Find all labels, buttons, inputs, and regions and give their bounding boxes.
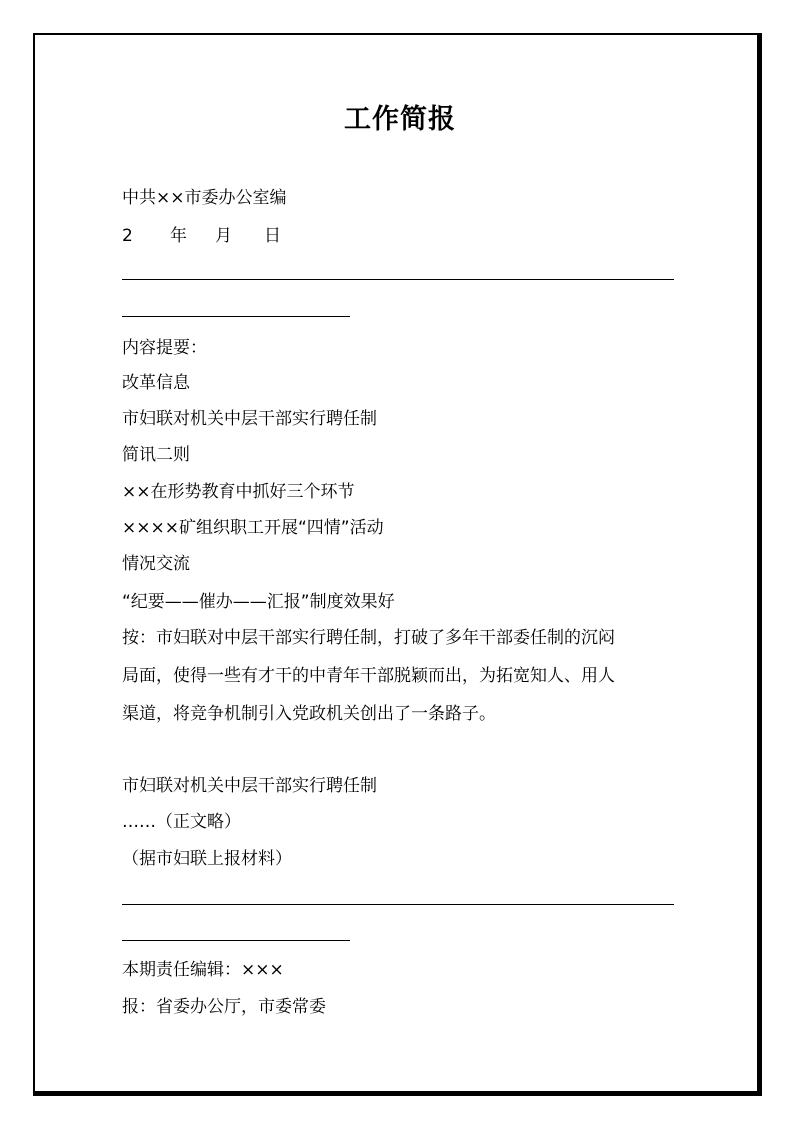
date-month-unit: 月: [215, 226, 232, 246]
editor-note-line: 局面，使得一些有才干的中青年干部脱颖而出，为拓宽知人、用人: [122, 666, 615, 686]
date-year-unit: 年: [170, 226, 187, 246]
issue-date: [122, 226, 281, 246]
summary-item: “纪要——催办——汇报”制度效果好: [122, 592, 395, 612]
summary-item: 市妇联对机关中层干部实行聘任制: [122, 409, 377, 429]
summary-heading: 内容提要：: [122, 338, 207, 358]
document-title: 工作简报: [344, 104, 456, 135]
editor-note-line: 渠道，将竞争机制引入党政机关创出了一条路子。: [122, 704, 496, 724]
article-source: （据市妇联上报材料）: [122, 849, 292, 869]
header-divider-long: [122, 279, 674, 280]
distribution-list: 报：省委办公厅，市委常委: [122, 997, 326, 1017]
summary-item: ××××矿组织职工开展“四情”活动: [122, 518, 384, 538]
summary-item: 改革信息: [122, 373, 190, 393]
footer-divider-long: [122, 904, 674, 905]
date-day-unit: 日: [264, 226, 281, 246]
editor-org: 中共××市委办公室编: [122, 188, 287, 208]
summary-item: ××在形势教育中抓好三个环节: [122, 482, 355, 502]
footer-divider-short: [122, 940, 350, 941]
editor-note-line: 按：市妇联对中层干部实行聘任制，打破了多年干部委任制的沉闷: [122, 628, 615, 648]
summary-item: 情况交流: [122, 554, 190, 574]
article-title: 市妇联对机关中层干部实行聘任制: [122, 776, 377, 796]
summary-item: 简讯二则: [122, 445, 190, 465]
responsible-editor: 本期责任编辑：×××: [122, 960, 284, 980]
article-body: ……（正文略）: [122, 812, 241, 832]
date-year-prefix: 2: [122, 226, 133, 246]
header-divider-short: [122, 316, 350, 317]
